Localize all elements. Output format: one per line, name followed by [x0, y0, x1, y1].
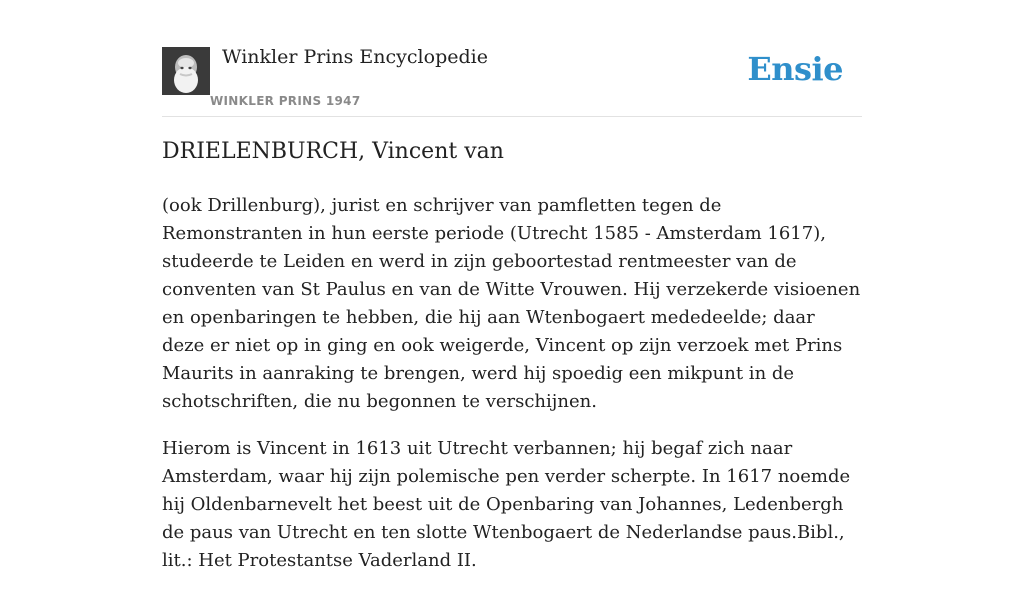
- article-body: [162, 192, 862, 594]
- article-paragraph: Hierom is Vincent in 1613 uit Utrecht verbannen; hij begaf zich naar Amsterdam, waar hij zijn polemische pen verder scherpte. In 1617 noemde hij Oldenbarnevelt het beest uit de Openbaring van Johannes, Ledenbergh de paus van Utrecht en ten slotte Wtenbogaert de Nederlandse paus.Bibl., lit.: Het Protestantse Vaderland II.: [162, 438, 851, 571]
- ensie-logo[interactable]: Ensie: [747, 50, 843, 88]
- source-avatar-icon[interactable]: [162, 47, 210, 95]
- source-title[interactable]: Winkler Prins Encyclopedie: [222, 46, 488, 68]
- article-title: DRIELENBURCH, Vincent van: [162, 139, 504, 164]
- source-header: [162, 0, 862, 117]
- article-paragraph: (ook Drillenburg), jurist en schrijver van pamfletten tegen de Remonstranten in hun eerste periode (Utrecht 1585 - Amsterdam 1617), studeerde te Leiden en werd in zijn geboortestad rentmeester van de conventen van St Paulus en van de Witte Vrouwen. Hij verzekerde visioenen en openbaringen te hebben, die hij aan Wtenbogaert mededeelde; daar deze er niet op in ging en ook weigerde, Vincent op zijn verzoek met Prins Maurits in aanraking te brengen, werd hij spoedig een mikpunt in de schotschriften, die nu begonnen te verschijnen.: [162, 195, 861, 412]
- portrait-icon: [162, 47, 210, 95]
- source-subtitle[interactable]: WINKLER PRINS 1947: [210, 94, 361, 108]
